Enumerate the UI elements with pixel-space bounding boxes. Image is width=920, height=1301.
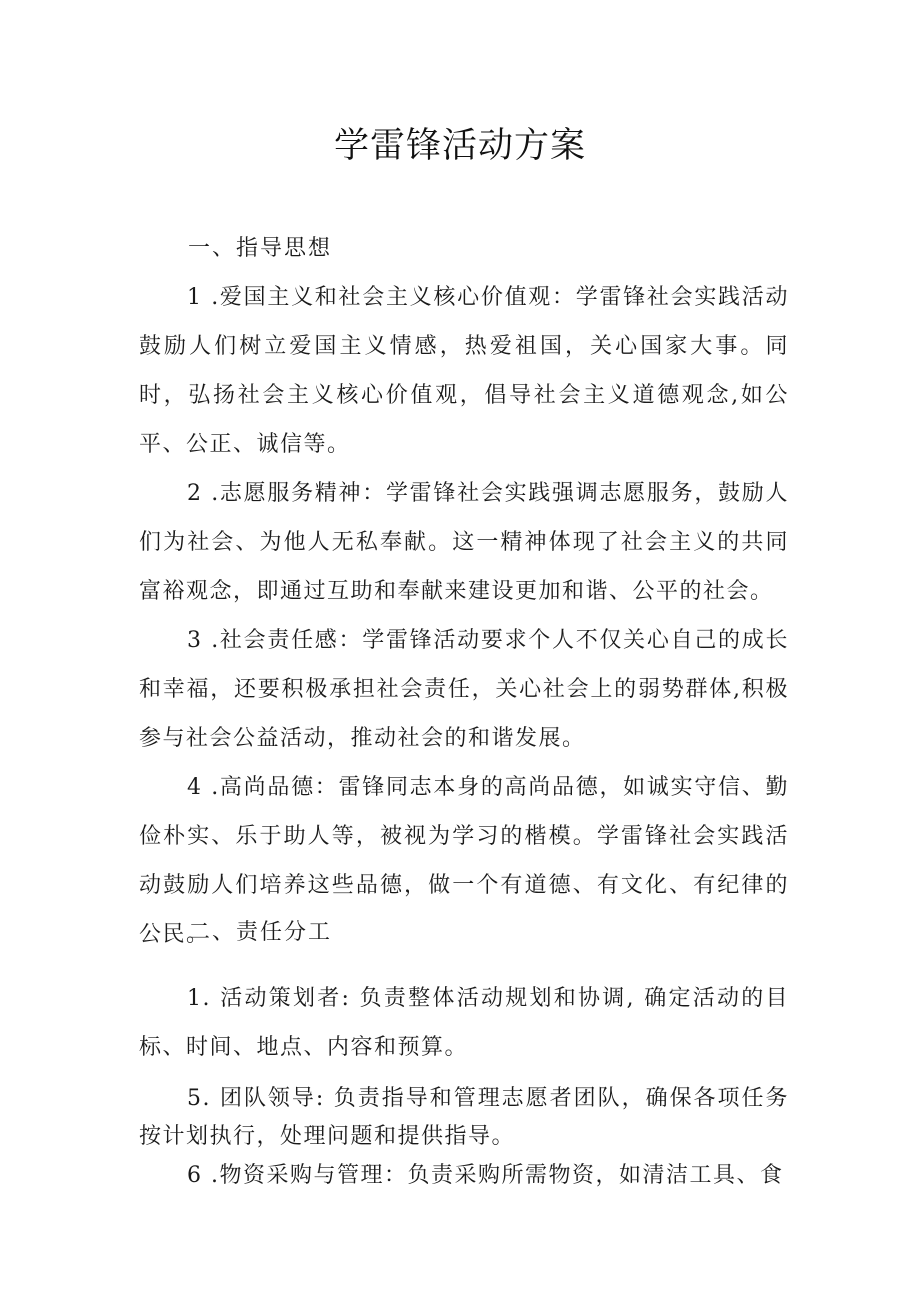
paragraph-team-leader: 5. 团队领导: 负责指导和管理志愿者团队，确保各项任务按计划执行，处理问题和提供指导。 — [139, 1086, 789, 1149]
section-1-body — [139, 273, 789, 469]
paragraph-volunteer-spirit: 2 .志愿服务精神：学雷锋社会实践强调志愿服务，鼓励人们为社会、为他人无私奉献。这一精神体现了社会主义的共同富裕观念，即通过互助和奉献来建设更加和谐、公平的社会。 — [139, 481, 789, 604]
section-heading-guiding-ideology: 一、指导思想 — [188, 236, 333, 261]
section-heading-responsibilities: 二、责任分工 — [188, 920, 333, 945]
section-2-body-2 — [139, 1080, 789, 1156]
section-2-body-3 — [139, 1151, 789, 1200]
section-1-body-3 — [139, 616, 789, 763]
section-2-body — [139, 974, 789, 1072]
document-title: 学雷锋活动方案 — [333, 126, 586, 166]
paragraph-patriotism: 1 .爱国主义和社会主义核心价值观：学雷锋社会实践活动鼓励人们树立爱国主义情感，热爱祖国，关心国家大事。同时，弘扬社会主义核心价值观，倡导社会主义道德观念,如公平、公正、诚信等。 — [139, 285, 789, 457]
section-1-body-2 — [139, 469, 789, 616]
paragraph-noble-character: 4 .高尚品德：雷锋同志本身的高尚品德，如诚实守信、勤俭朴实、乐于助人等，被视为学习的楷模。学雷锋社会实践活动鼓励人们培养这些品德，做一个有道德、有文化、有纪律的公民。 — [139, 775, 789, 947]
paragraph-materials-procurement: 6 .物资采购与管理：负责采购所需物资，如清洁工具、食 — [187, 1163, 784, 1188]
paragraph-social-responsibility: 3 .社会责任感：学雷锋活动要求个人不仅关心自己的成长和幸福，还要积极承担社会责任，关心社会上的弱势群体,积极参与社会公益活动，推动社会的和谐发展。 — [139, 628, 789, 751]
paragraph-activity-planner: 1. 活动策划者: 负责整体活动规划和协调, 确定活动的目标、时间、地点、内容和预算。 — [139, 986, 789, 1060]
